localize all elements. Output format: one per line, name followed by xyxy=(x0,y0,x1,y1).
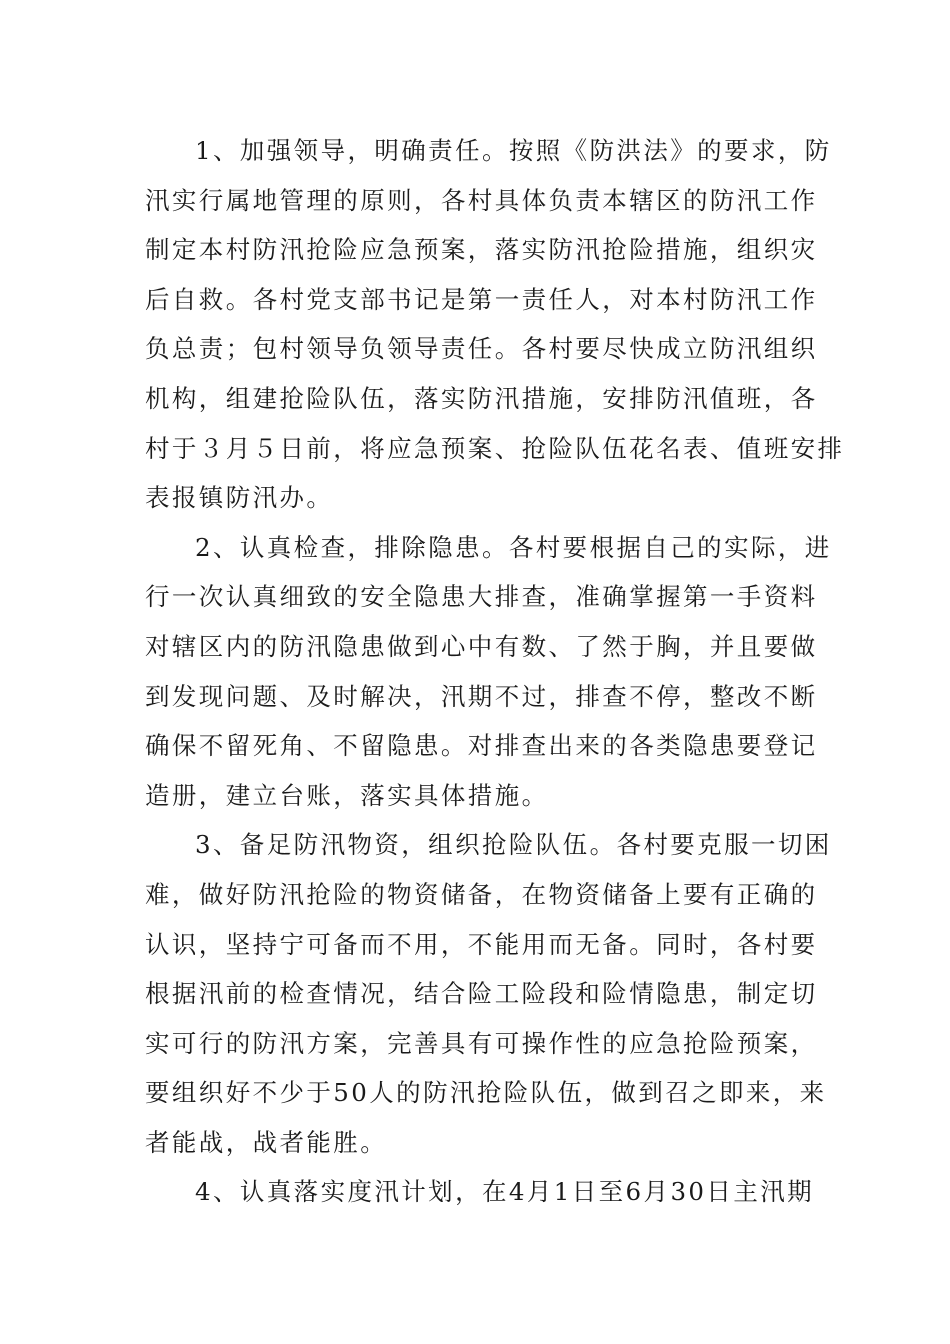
text-line: 机构，组建抢险队伍，落实防汛措施，安排防汛值班，各 xyxy=(145,383,818,413)
text-line: 4、认真落实度汛计划，在4月1日至6月30日主汛期 xyxy=(195,1177,815,1207)
text-line: 村于３月５日前，将应急预案、抢险队伍花名表、值班安排 xyxy=(145,433,845,463)
text-line: 要组织好不少于50人的防汛抢险队伍，做到召之即来，来 xyxy=(145,1078,827,1108)
paragraph-1 xyxy=(145,126,845,523)
text-line: 行一次认真细致的安全隐患大排查，准确掌握第一手资料 xyxy=(145,582,818,612)
paragraph-3 xyxy=(145,820,832,1167)
text-line: 3、备足防汛物资，组织抢险队伍。各村要克服一切困 xyxy=(195,830,832,860)
text-line: 实可行的防汛方案，完善具有可操作性的应急抢险预案， xyxy=(145,1028,818,1058)
text-line: 2、认真检查，排除隐患。各村要根据自己的实际，进 xyxy=(195,532,832,562)
text-line: 表报镇防汛办。 xyxy=(145,483,334,513)
paragraph-4 xyxy=(145,1167,815,1217)
text-line: 汛实行属地管理的原则，各村具体负责本辖区的防汛工作 xyxy=(145,185,818,215)
paragraph-2 xyxy=(145,523,832,821)
text-line: 负总责；包村领导负领导责任。各村要尽快成立防汛组织 xyxy=(145,334,818,364)
text-line: 后自救。各村党支部书记是第一责任人，对本村防汛工作 xyxy=(145,284,818,314)
text-line: 到发现问题、及时解决，汛期不过，排查不停，整改不断 xyxy=(145,681,818,711)
text-line: 造册，建立台账，落实具体措施。 xyxy=(145,780,549,810)
text-line: 认识，坚持宁可备而不用，不能用而无备。同时，各村要 xyxy=(145,929,818,959)
text-line: 根据汛前的检查情况，结合险工险段和险情隐患，制定切 xyxy=(145,979,818,1009)
text-line: 难，做好防汛抢险的物资储备，在物资储备上要有正确的 xyxy=(145,879,818,909)
text-line: 1、加强领导，明确责任。按照《防洪法》的要求，防 xyxy=(195,136,832,165)
text-line: 确保不留死角、不留隐患。对排查出来的各类隐患要登记 xyxy=(145,731,818,761)
text-line: 制定本村防汛抢险应急预案，落实防汛抢险措施，组织灾 xyxy=(145,235,818,265)
text-line: 者能战，战者能胜。 xyxy=(145,1127,388,1157)
document-body xyxy=(145,126,845,1217)
text-line: 对辖区内的防汛隐患做到心中有数、了然于胸，并且要做 xyxy=(145,631,818,661)
